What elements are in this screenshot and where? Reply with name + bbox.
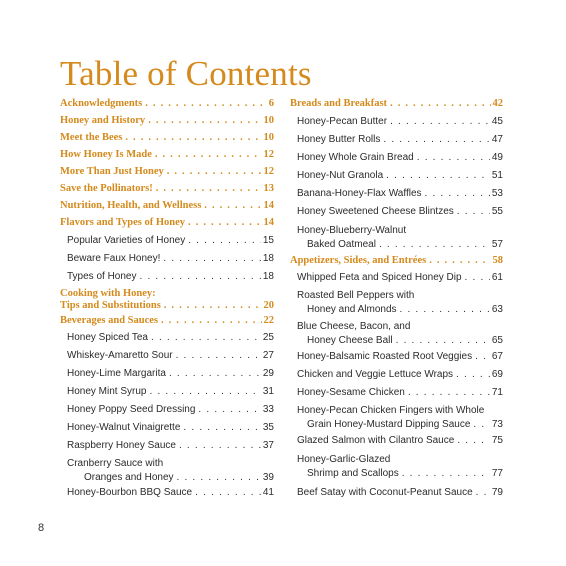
toc-entry-label: Honey Butter Rolls xyxy=(297,134,381,145)
toc-entry-label: Chicken and Veggie Lettuce Wraps xyxy=(297,369,454,380)
toc-entry-label: Whiskey-Amaretto Sour xyxy=(67,350,173,361)
toc-entry-label: Glazed Salmon with Cilantro Sauce xyxy=(297,435,455,446)
toc-entry-honey-lime-margarita[interactable] xyxy=(60,368,274,379)
toc-entry-label: Appetizers, Sides, and Entrées xyxy=(290,255,427,266)
toc-entry-label: Banana-Honey-Flax Waffles xyxy=(297,188,422,199)
toc-entry-label: How Honey Is Made xyxy=(60,149,152,160)
toc-page-number: 63 xyxy=(491,304,503,315)
toc-entry-honey-nut-granola[interactable] xyxy=(290,170,503,181)
toc-page-number: 29 xyxy=(262,368,274,379)
toc-entry-honey-pecan-butter[interactable] xyxy=(290,116,503,127)
toc-entry-label: Flavors and Types of Honey xyxy=(60,217,186,228)
toc-page-number: 10 xyxy=(263,115,274,126)
toc-page-number: 14 xyxy=(263,200,274,211)
toc-entry-honey-garlic-shrimp-scallops[interactable] xyxy=(290,453,503,481)
toc-page-number: 71 xyxy=(491,387,503,398)
toc-entry-honey-whole-grain-bread[interactable] xyxy=(290,152,503,163)
toc-page-number: 77 xyxy=(491,468,503,479)
toc-entry-label-line2: Grain Honey-Mustard Dipping Sauce xyxy=(307,419,471,430)
toc-entry-label: Types of Honey xyxy=(67,271,137,282)
toc-page-number: 22 xyxy=(263,315,274,326)
toc-page-number: 53 xyxy=(491,188,503,199)
toc-entry-label: Breads and Breakfast xyxy=(290,98,388,109)
toc-page-number: 57 xyxy=(491,239,503,250)
toc-entry-label-line1: Roasted Bell Peppers with xyxy=(297,290,415,301)
toc-entry-label: Save the Pollinators! xyxy=(60,183,153,194)
toc-entry-label: Raspberry Honey Sauce xyxy=(67,440,176,451)
toc-entry-label: Honey Whole Grain Bread xyxy=(297,152,414,163)
toc-page-number: 45 xyxy=(491,116,503,127)
toc-page-number: 12 xyxy=(263,166,274,177)
toc-entry-label: Acknowledgments xyxy=(60,98,143,109)
toc-entry-label: Beware Faux Honey! xyxy=(67,253,161,264)
toc-entry-label: Honey and History xyxy=(60,115,146,126)
toc-entry-honey-balsamic-root-veggies[interactable] xyxy=(290,351,503,362)
toc-section-save-the-pollinators[interactable] xyxy=(60,183,274,194)
toc-section-cooking-with-honey[interactable] xyxy=(60,288,274,312)
toc-section-honey-and-history[interactable] xyxy=(60,115,274,126)
toc-entry-label: Honey-Walnut Vinaigrette xyxy=(67,422,181,433)
toc-entry-label: Beverages and Sauces xyxy=(60,315,158,326)
toc-page-number: 65 xyxy=(491,335,503,346)
toc-entry-roasted-bell-peppers[interactable] xyxy=(290,289,503,317)
toc-entry-blue-cheese-ball[interactable] xyxy=(290,320,503,348)
toc-entry-label: Honey Spiced Tea xyxy=(67,332,148,343)
toc-entry-label: Meet the Bees xyxy=(60,132,123,143)
toc-entry-whipped-feta-dip[interactable] xyxy=(290,272,503,283)
toc-entry-label-line1: Honey-Garlic-Glazed xyxy=(297,454,391,465)
toc-section-appetizers-sides-entrees[interactable] xyxy=(290,255,503,266)
toc-entry-label: Honey Sweetened Cheese Blintzes xyxy=(297,206,454,217)
toc-entry-types-of-honey[interactable] xyxy=(60,271,274,282)
toc-section-flavors-and-types[interactable] xyxy=(60,217,274,228)
toc-entry-raspberry-honey-sauce[interactable] xyxy=(60,440,274,451)
page-title: Table of Contents xyxy=(60,54,312,93)
toc-entry-label: Honey-Pecan Butter xyxy=(297,116,388,127)
toc-section-acknowledgments[interactable] xyxy=(60,98,274,109)
toc-entry-label: Honey-Bourbon BBQ Sauce xyxy=(67,487,193,498)
toc-entry-label-line2: Shrimp and Scallops xyxy=(307,468,399,479)
toc-page-number: 79 xyxy=(491,487,503,498)
toc-entry-cranberry-sauce[interactable] xyxy=(60,457,274,485)
toc-entry-honey-walnut-vinaigrette[interactable] xyxy=(60,422,274,433)
toc-entry-honey-bourbon-bbq-sauce[interactable] xyxy=(60,487,274,498)
toc-entry-label-line1: Honey-Pecan Chicken Fingers with Whole xyxy=(297,405,485,416)
toc-page-number: 31 xyxy=(262,386,274,397)
toc-entry-label: Honey Mint Syrup xyxy=(67,386,147,397)
toc-page-number: 25 xyxy=(262,332,274,343)
toc-page-number: 75 xyxy=(491,435,503,446)
toc-page-number: 39 xyxy=(262,472,274,483)
toc-entry-label-line2: Tips and Substitutions xyxy=(60,300,161,311)
toc-page-number: 15 xyxy=(262,235,274,246)
toc-entry-label-line1: Cooking with Honey: xyxy=(60,288,156,299)
toc-entry-honey-pecan-chicken-fingers[interactable] xyxy=(290,404,503,432)
toc-page-number: 51 xyxy=(491,170,503,181)
toc-page-number: 20 xyxy=(263,300,274,311)
toc-entry-label: Honey Poppy Seed Dressing xyxy=(67,404,196,415)
toc-section-nutrition-health-wellness[interactable] xyxy=(60,200,274,211)
toc-section-beverages-and-sauces[interactable] xyxy=(60,315,274,326)
toc-entry-honey-blueberry-walnut-oatmeal[interactable] xyxy=(290,224,503,252)
toc-entry-label: Beef Satay with Coconut-Peanut Sauce xyxy=(297,487,473,498)
toc-section-meet-the-bees[interactable] xyxy=(60,132,274,143)
toc-page-number: 69 xyxy=(491,369,503,380)
toc-page-number: 49 xyxy=(491,152,503,163)
toc-entry-beef-satay[interactable] xyxy=(290,487,503,498)
toc-entry-label: Honey-Sesame Chicken xyxy=(297,387,405,398)
toc-page-number: 35 xyxy=(262,422,274,433)
toc-entry-label: Nutrition, Health, and Wellness xyxy=(60,200,202,211)
toc-entry-glazed-salmon[interactable] xyxy=(290,435,503,446)
toc-page-number: 6 xyxy=(268,98,274,109)
page-number: 8 xyxy=(38,522,45,534)
toc-entry-label: Honey-Lime Margarita xyxy=(67,368,166,379)
toc-page-number: 55 xyxy=(491,206,503,217)
toc-section-more-than-just-honey[interactable] xyxy=(60,166,274,177)
toc-page-number: 42 xyxy=(492,98,503,109)
toc-entry-honey-sesame-chicken[interactable] xyxy=(290,387,503,398)
toc-entry-label-line1: Blue Cheese, Bacon, and xyxy=(297,321,411,332)
toc-entry-honey-mint-syrup[interactable] xyxy=(60,386,274,397)
toc-entry-label-line1: Honey-Blueberry-Walnut xyxy=(297,225,407,236)
toc-entry-label: Popular Varieties of Honey xyxy=(67,235,186,246)
toc-page-number: 58 xyxy=(492,255,503,266)
toc-entry-label-line2: Honey Cheese Ball xyxy=(307,335,393,346)
toc-entry-honey-spiced-tea[interactable] xyxy=(60,332,274,343)
toc-page-number: 67 xyxy=(491,351,503,362)
toc-entry-label-line2: Baked Oatmeal xyxy=(307,239,376,250)
toc-section-breads-and-breakfast[interactable] xyxy=(290,98,503,109)
toc-entry-banana-honey-flax-waffles[interactable] xyxy=(290,188,503,199)
toc-page-number: 37 xyxy=(262,440,274,451)
toc-page-number: 12 xyxy=(263,149,274,160)
toc-page-number: 33 xyxy=(262,404,274,415)
toc-entry-label: More Than Just Honey xyxy=(60,166,164,177)
toc-page-number: 73 xyxy=(491,419,503,430)
toc-page-number: 27 xyxy=(262,350,274,361)
toc-page-number: 18 xyxy=(262,271,274,282)
toc-entry-beware-faux-honey[interactable] xyxy=(60,253,274,264)
toc-entry-label: Honey-Nut Granola xyxy=(297,170,384,181)
toc-page-number: 10 xyxy=(263,132,274,143)
toc-page-number: 14 xyxy=(263,217,274,228)
toc-entry-label-line2: Oranges and Honey xyxy=(84,472,174,483)
toc-page-number: 47 xyxy=(491,134,503,145)
toc-entry-honey-poppy-seed-dressing[interactable] xyxy=(60,404,274,415)
toc-section-how-honey-is-made[interactable] xyxy=(60,149,274,160)
toc-page-number: 13 xyxy=(263,183,274,194)
toc-entry-chicken-lettuce-wraps[interactable] xyxy=(290,369,503,380)
toc-entry-whiskey-amaretto-sour[interactable] xyxy=(60,350,274,361)
toc-page-number: 18 xyxy=(262,253,274,264)
toc-entry-label: Whipped Feta and Spiced Honey Dip xyxy=(297,272,462,283)
toc-entry-popular-varieties[interactable] xyxy=(60,235,274,246)
toc-page-number: 41 xyxy=(262,487,274,498)
toc-entry-honey-butter-rolls[interactable] xyxy=(290,134,503,145)
toc-entry-label: Honey-Balsamic Roasted Root Veggies xyxy=(297,351,473,362)
toc-entry-label-line1: Cranberry Sauce with xyxy=(67,458,164,469)
toc-entry-label-line2: Honey and Almonds xyxy=(307,304,397,315)
toc-page-number: 61 xyxy=(491,272,503,283)
toc-entry-honey-sweetened-cheese-blintzes[interactable] xyxy=(290,206,503,217)
